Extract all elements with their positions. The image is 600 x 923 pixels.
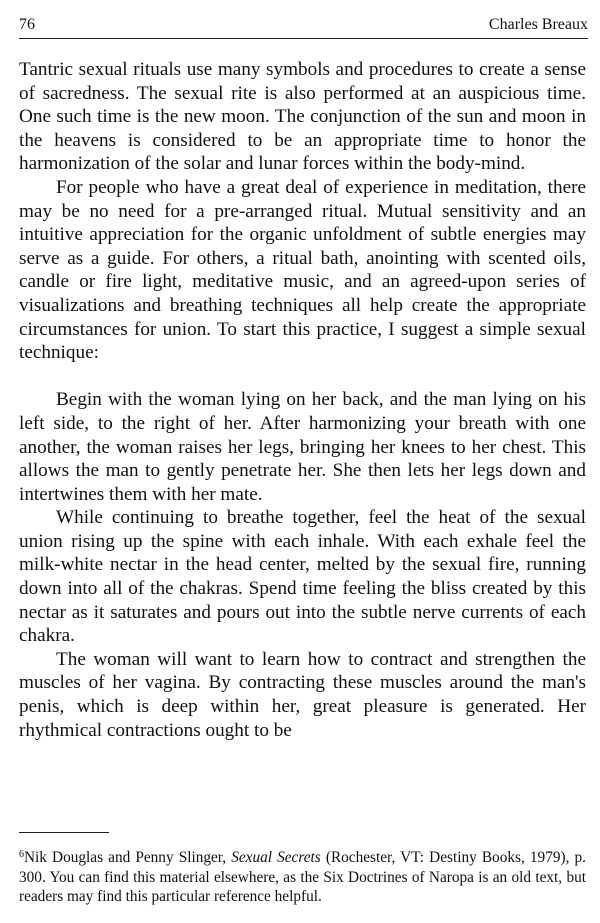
paragraph-5: The woman will want to learn how to contract and strengthen the muscles of her vagina. By contracting these muscles around the man's penis, which is deep within her, great pleasure is generated. Her rhythmical contractions ought to be — [19, 648, 586, 741]
footnote-book-title: Sexual Secrets — [231, 849, 321, 866]
footnote-authors: Nik Douglas and Penny Slinger, — [24, 849, 232, 866]
footnote-rule — [19, 832, 109, 833]
page-number: 76 — [19, 16, 35, 33]
footnote-citation: (Rochester, VT: Destiny Books, 1979), p. 300. You can find this material elsewhere, as the Six Doctrines of Naropa is an old text, but readers may find this particular reference helpful. — [19, 849, 586, 905]
running-head — [19, 14, 588, 39]
body-text — [19, 58, 586, 742]
paragraph-4: While continuing to breathe together, feel the heat of the sexual union rising up the spine with each inhale. With each exhale feel the milk-white nectar in the head center, melted by the sexual fire, running down into all of the chakras. Spend time feeling the bliss created by this nectar as it saturates and pours out into the subtle nerve currents of each chakra. — [19, 507, 586, 647]
footnote-marker: 6 — [19, 849, 24, 860]
footnote — [19, 848, 586, 907]
paragraph-1: Tantric sexual rituals use many symbols and procedures to create a sense of sacredness. The sexual rite is also performed at an auspicious time. One such time is the new moon. The conjunction of the sun and moon in the heavens is considered to be an appropriate time to honor the harmonization of the solar and lunar forces within the body-mind. — [19, 59, 586, 175]
paragraph-3: Begin with the woman lying on her back, and the man lying on his left side, to the right of her. After harmonizing your breath with one another, the woman raises her legs, bringing her knees to her chest. This allows the man to gently penetrate her. She then lets her legs down and intertwines them with her mate. — [19, 389, 586, 505]
paragraph-2: For people who have a great deal of experience in meditation, there may be no need for a pre-arranged ritual. Mutual sensitivity and an intuitive appreciation for the organic unfoldment of subtle energies may serve as a guide. For others, a ritual bath, anointing with scented oils, candle or fire light, meditative music, and an agreed-upon series of visualizations and breathing techniques all help create the appropriate circumstances for union. To start this practice, I suggest a simple sexual technique: — [19, 176, 586, 364]
running-head-author: Charles Breaux — [488, 16, 588, 33]
